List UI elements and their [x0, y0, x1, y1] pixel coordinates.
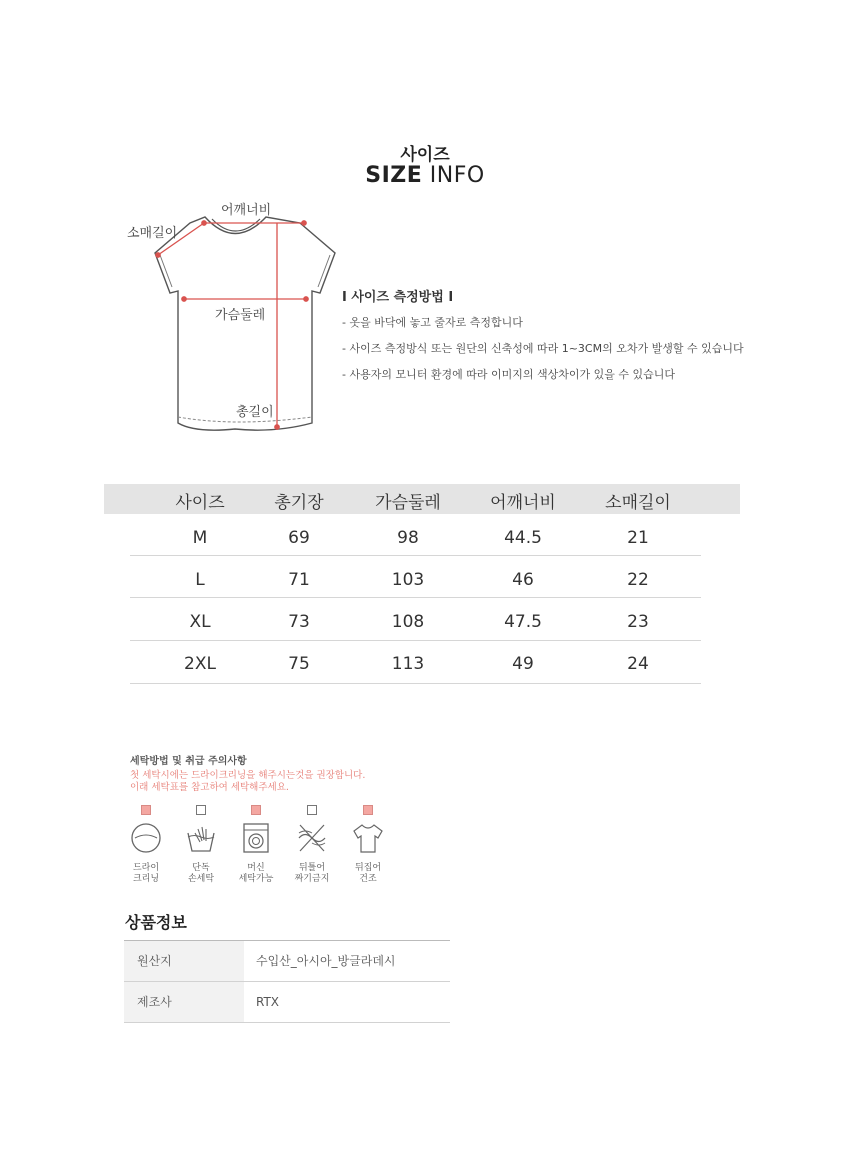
size-cell: 69 [288, 528, 310, 548]
care-label-1: 드라이 [132, 863, 160, 873]
product-info-value: RTX [256, 995, 280, 1009]
care-checkbox [363, 805, 373, 815]
size-header-cell: 총기장 [274, 493, 324, 513]
care-item-inside-out-dry [343, 805, 393, 885]
care-item-machine-wash [231, 805, 281, 885]
size-cell: 108 [391, 612, 425, 632]
care-label-1: 뒤틀어 [298, 863, 326, 873]
dry-cleaning-icon [129, 821, 163, 855]
tshirt-outline [155, 217, 335, 430]
table-divider [130, 640, 701, 641]
product-info-row [124, 941, 450, 982]
size-title-ko: 사이즈 [400, 145, 450, 165]
washing-machine-icon [239, 821, 273, 855]
size-header-cell: 사이즈 [175, 493, 225, 513]
size-title-en-bold: SIZE [365, 163, 423, 188]
table-divider [130, 683, 701, 684]
care-item-no-wring [287, 805, 337, 885]
size-cell: 103 [391, 570, 425, 590]
product-info-key: 제조사 [124, 982, 244, 1022]
care-label-1: 뒤집어 [354, 863, 382, 873]
care-item-hand-wash [176, 805, 226, 885]
size-cell: L [195, 570, 205, 590]
size-title-en-light: INFO [429, 163, 485, 188]
size-cell: XL [189, 612, 211, 632]
product-info-value: 수입산_아시아_방글라데시 [256, 954, 396, 968]
laundry-note-2: 이래 세탁표를 참고하여 세탁해주세요. [130, 782, 289, 793]
size-cell: 73 [288, 612, 310, 632]
no-wring-icon [295, 821, 329, 855]
size-header-cell: 소매길이 [605, 493, 671, 513]
size-cell: 2XL [184, 654, 216, 674]
size-cell: 21 [627, 528, 649, 548]
care-label-2: 크리닝 [132, 874, 160, 884]
table-divider [130, 597, 701, 598]
measure-method-line-3: - 사용자의 모니터 환경에 따라 이미지의 색상차이가 있을 수 있습니다 [342, 368, 675, 381]
product-info-title: 상품정보 [125, 913, 187, 932]
care-label-1: 머신 [247, 863, 265, 873]
size-cell: 44.5 [504, 528, 542, 548]
care-item-dry-cleaning [121, 805, 171, 885]
size-title-en [0, 163, 850, 188]
size-cell: 98 [397, 528, 419, 548]
laundry-note-1: 첫 세탁시에는 드라이크리닝을 해주시는것을 권장합니다. [130, 770, 366, 781]
care-checkbox [307, 805, 317, 815]
size-cell: M [192, 528, 208, 548]
size-cell: 75 [288, 654, 310, 674]
laundry-title: 세탁방법 및 취급 주의사항 [130, 756, 247, 767]
care-label-2: 짜기금지 [294, 874, 330, 884]
shirt-icon [351, 821, 385, 855]
size-cell: 47.5 [504, 612, 542, 632]
size-cell: 49 [512, 654, 534, 674]
label-sleeve: 소매길이 [127, 226, 178, 241]
label-chest: 가슴둘레 [215, 308, 266, 323]
hand-wash-icon [184, 821, 218, 855]
size-header-cell: 가슴둘레 [375, 493, 441, 513]
care-checkbox [251, 805, 261, 815]
care-label-2: 건조 [359, 874, 377, 884]
measure-method-line-1: - 옷을 바닥에 놓고 줄자로 측정합니다 [342, 316, 523, 329]
care-checkbox [196, 805, 206, 815]
label-length: 총길이 [236, 405, 274, 420]
product-info-table [124, 940, 450, 1023]
size-header-cell: 어깨너비 [490, 493, 556, 513]
care-label-1: 단독 [192, 863, 210, 873]
size-cell: 24 [627, 654, 649, 674]
size-cell: 22 [627, 570, 649, 590]
care-label-2: 세탁가능 [238, 874, 274, 884]
size-cell: 23 [627, 612, 649, 632]
size-cell: 46 [512, 570, 534, 590]
care-label-2: 손세탁 [187, 874, 215, 884]
measure-method-line-2: - 사이즈 측정방식 또는 원단의 신축성에 따라 1~3CM의 오차가 발생할 수 있습니다 [342, 342, 744, 355]
measure-method-title: I 사이즈 측정방법 I [342, 290, 454, 305]
care-checkbox [141, 805, 151, 815]
size-cell: 113 [391, 654, 425, 674]
product-info-row [124, 982, 450, 1023]
table-divider [130, 555, 701, 556]
label-shoulder: 어깨너비 [221, 203, 272, 218]
product-info-key: 원산지 [124, 941, 244, 981]
size-cell: 71 [288, 570, 310, 590]
